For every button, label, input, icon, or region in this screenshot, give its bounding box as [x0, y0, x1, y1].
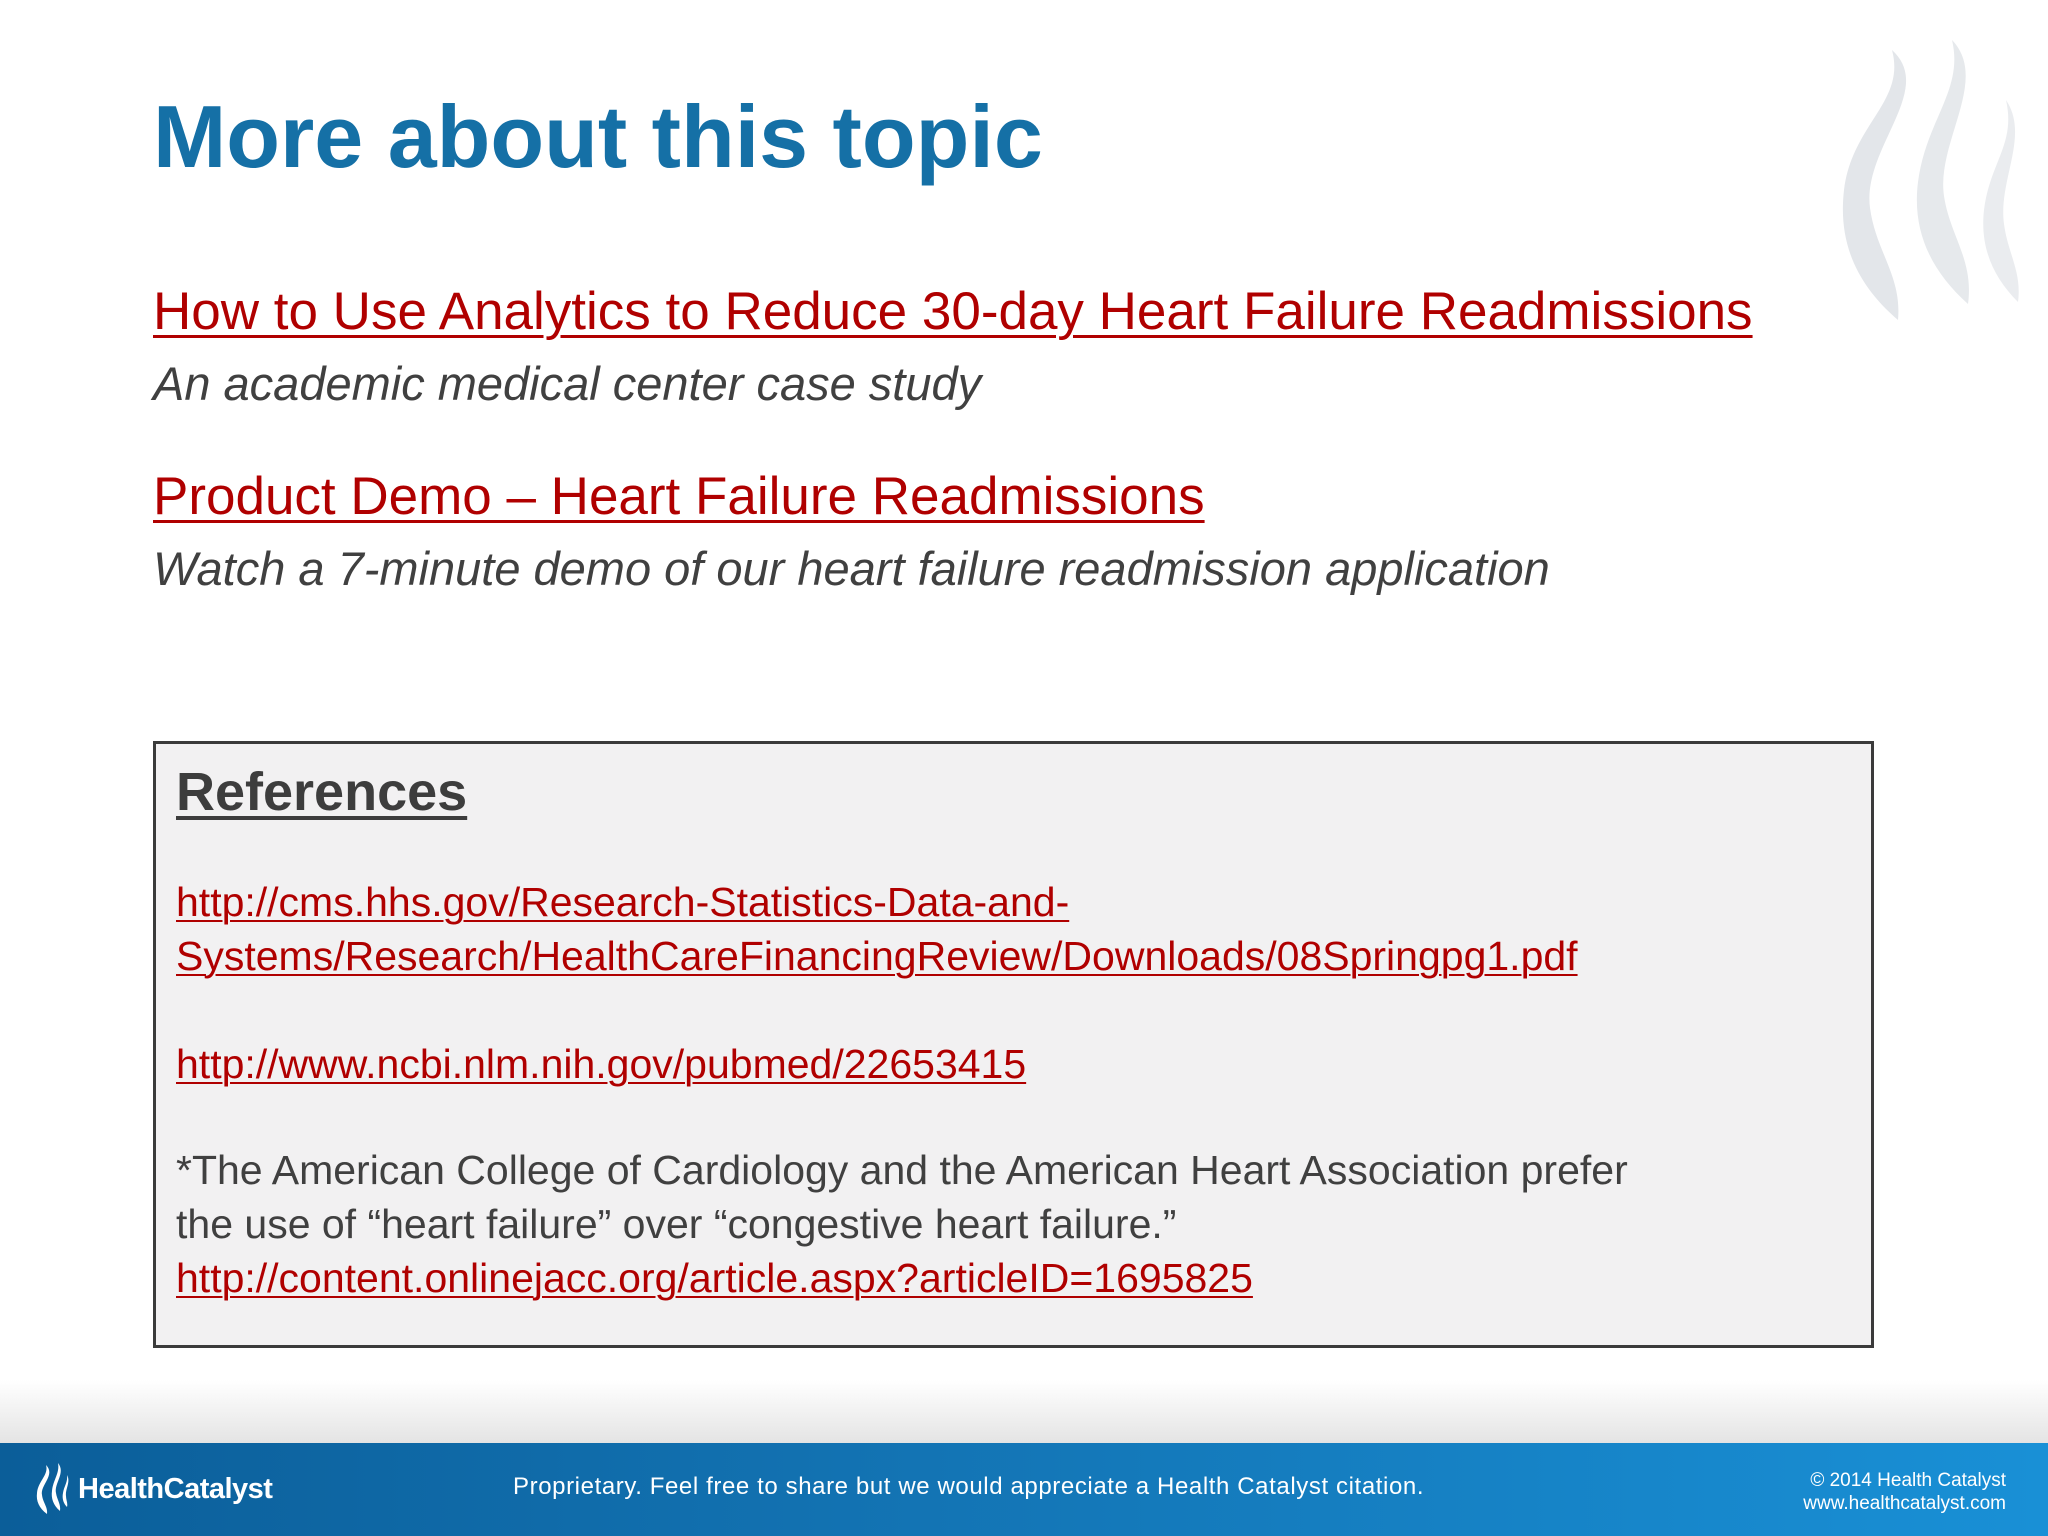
reference-note-line1: *The American College of Cardiology and the American Heart Association prefer	[176, 1146, 1628, 1193]
flame-watermark-icon	[1840, 40, 2030, 330]
reference-note	[176, 1143, 1851, 1305]
brand-name: HealthCatalyst	[78, 1472, 273, 1505]
topic-entry-case-study	[153, 280, 1753, 412]
footer-meta	[1803, 1469, 2006, 1515]
brand-logo	[36, 1463, 272, 1515]
case-study-description: An academic medical center case study	[153, 356, 982, 410]
footer-bar	[0, 1443, 2048, 1536]
flame-logo-icon	[36, 1463, 70, 1515]
reference-link-jacc[interactable]: http://content.onlinejacc.org/article.aspx?articleID=1695825	[176, 1254, 1253, 1301]
reference-link-cms-line2: Systems/Research/HealthCareFinancingReview/Downloads/08Springpg1.pdf	[176, 932, 1578, 979]
reference-link-pubmed[interactable]: http://www.ncbi.nlm.nih.gov/pubmed/22653415	[176, 1040, 1027, 1087]
product-demo-description: Watch a 7-minute demo of our heart failure readmission application	[153, 541, 1550, 595]
slide-title: More about this topic	[153, 87, 1043, 186]
product-demo-link[interactable]: Product Demo – Heart Failure Readmissions	[153, 467, 1205, 526]
reference-link-cms-line1: http://cms.hhs.gov/Research-Statistics-Data-and-	[176, 878, 1070, 925]
reference-note-line2: the use of “heart failure” over “congestive heart failure.”	[176, 1200, 1177, 1247]
case-study-link[interactable]: How to Use Analytics to Reduce 30-day Heart Failure Readmissions	[153, 282, 1753, 341]
references-box	[153, 741, 1874, 1348]
topic-entry-product-demo	[153, 465, 1550, 597]
footer-notice: Proprietary. Feel free to share but we would appreciate a Health Catalyst citation.	[513, 1473, 1425, 1500]
reference-link-cms[interactable]	[176, 875, 1851, 983]
references-heading: References	[176, 762, 468, 822]
copyright-text: © 2014 Health Catalyst	[1810, 1470, 2006, 1491]
website-text: www.healthcatalyst.com	[1803, 1493, 2006, 1514]
